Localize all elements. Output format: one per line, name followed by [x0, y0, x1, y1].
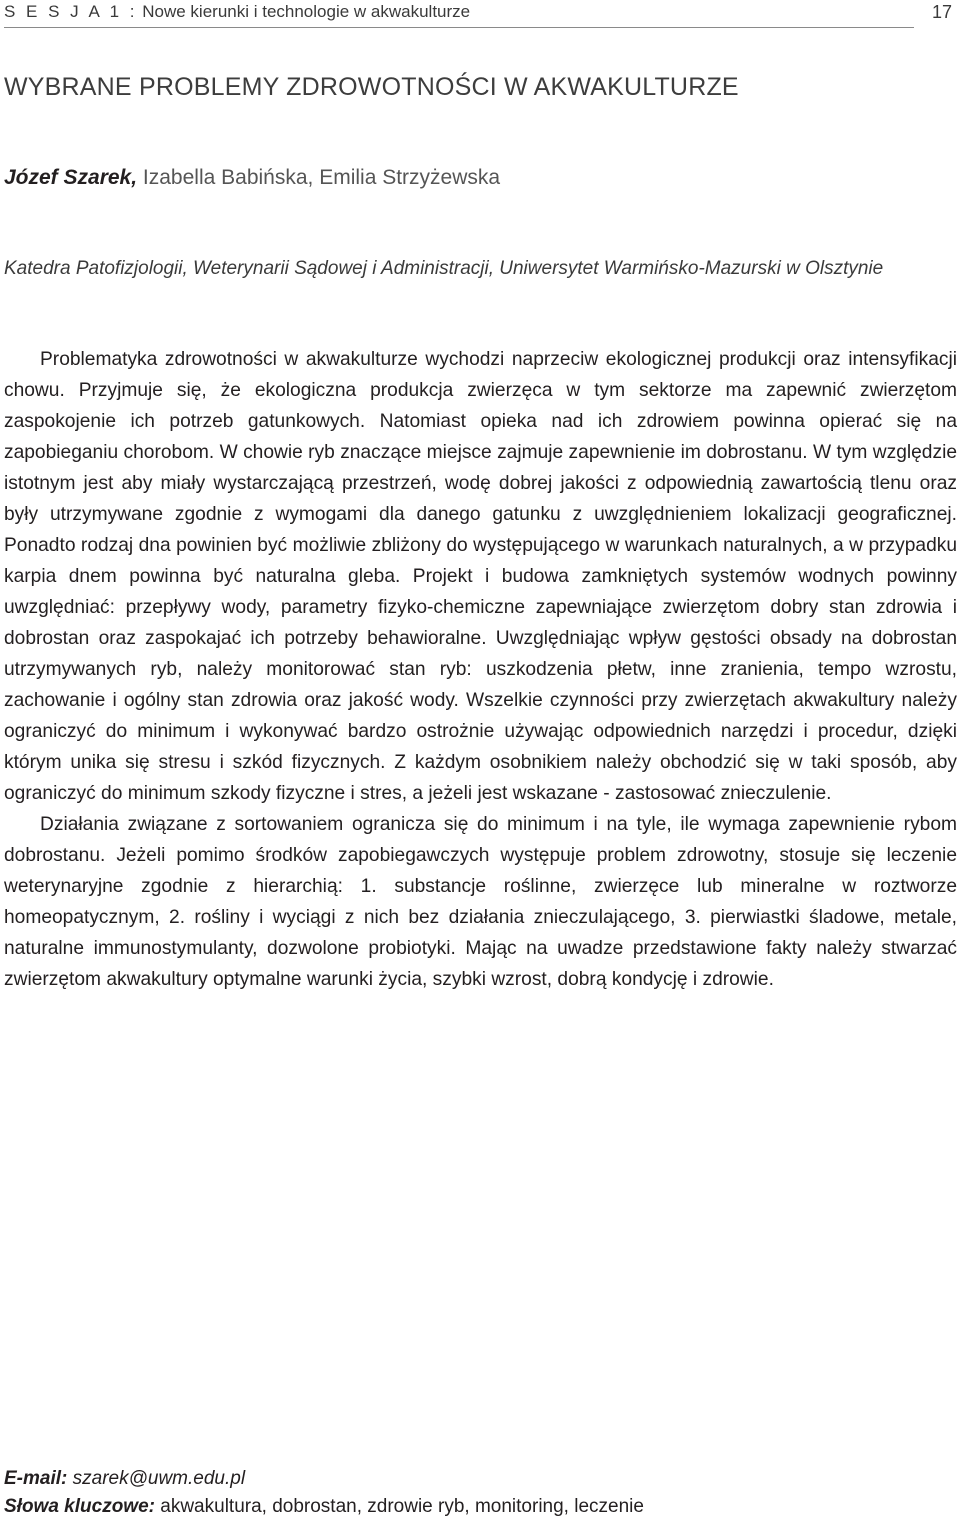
session-label: S E S J A 1 :: [4, 2, 138, 21]
running-header: [4, 0, 914, 28]
abstract-paragraph-1: Problematyka zdrowotności w akwakulturze wychodzi naprzeciw ekologicznej produkcji oraz intensyfikacji chowu. Przyjmuje się, że ekologiczna produkcja zwierzęca w tym sektorze ma zapewnić zwierzętom zaspokojenie ich potrzeb gatunkowych. Natomiast opieka nad ich zdrowiem powinna opierać się na zapobieganiu chorobom. W chowie ryb znaczące miejsce zajmuje zapewnienie im dobrostanu. W tym względzie istotnym jest aby miały wystarczającą przestrzeń, wodę dobrej jakości z odpowiednią zawartością tlenu oraz były utrzymywane zgodnie z wymogami dla danego gatunku z uwzględnieniem lokalizacji geograficznej. Ponadto rodzaj dna powinien być możliwie zbliżony do występującego w warunkach naturalnych, a w przypadku karpia dnem powinna być naturalna gleba. Projekt i budowa zamkniętych systemów wodnych powinny uwzględniać: przepływy wody, parametry fizyko-chemiczne zapewniające zwierzętom dobry stan zdrowia i dobrostan oraz zaspokajać ich potrzeby behawioralne. Uwzględniając wpływ gęstości obsady na dobrostan utrzymywanych ryb, należy monitorować stan ryb: uszkodzenia płetw, inne zranienia, tempo wzrostu, zachowanie i ogólny stan zdrowia oraz jakość wody. Wszelkie czynności przy zwierzętach akwakultury należy ograniczyć do minimum i wykonywać bardzo ostrożnie używając odpowiednich narzędzi i procedur, dzięki którym unika się stresu i szkód fizycznych. Z każdym osobnikiem należy obchodzić się w taki sposób, aby ograniczyć do minimum szkody fizyczne i stres, a jeżeli jest wskazane - zastosować znieczulenie.: [4, 349, 957, 804]
authors-line: [4, 166, 500, 190]
footer-meta: [4, 1465, 644, 1521]
keywords-line: [4, 1493, 644, 1521]
abstract-body: [4, 344, 957, 995]
session-title: Nowe kierunki i technologie w akwakulturze: [142, 2, 471, 21]
session-heading: [4, 2, 470, 22]
affiliation: Katedra Patofizjologii, Weterynarii Sądowej i Administracji, Uniwersytet Warmińsko-Mazurski w Olsztynie: [4, 258, 884, 279]
lead-author: Józef Szarek,: [4, 166, 138, 189]
email-address[interactable]: szarek@uwm.edu.pl: [72, 1468, 246, 1489]
email-label: E-mail:: [4, 1468, 68, 1489]
co-authors: Izabella Babińska, Emilia Strzyżewska: [142, 166, 501, 189]
keywords-value: akwakultura, dobrostan, zdrowie ryb, monitoring, leczenie: [160, 1496, 644, 1517]
email-line: [4, 1465, 644, 1493]
page-number: 17: [932, 2, 953, 22]
keywords-label: Słowa kluczowe:: [4, 1496, 155, 1517]
article-title: WYBRANE PROBLEMY ZDROWOTNOŚCI W AKWAKULTURZE: [4, 73, 739, 101]
abstract-paragraph-2: Działania związane z sortowaniem ogranicza się do minimum i na tyle, ile wymaga zapewnienie rybom dobrostanu. Jeżeli pomimo środków zapobiegawczych występuje problem zdrowotny, stosuje się leczenie weterynaryjne zgodnie z hierarchią: 1. substancje roślinne, zwierzęce lub mineralne w roztworze homeopatycznym, 2. rośliny i wyciągi z nich bez działania znieczulającego, 3. pierwiastki śladowe, metale, naturalne immunostymulanty, dozwolone probiotyki. Mając na uwadze przedstawione fakty należy stwarzać zwierzętom akwakultury optymalne warunki życia, szybki wzrost, dobrą kondycję i zdrowie.: [4, 814, 957, 990]
